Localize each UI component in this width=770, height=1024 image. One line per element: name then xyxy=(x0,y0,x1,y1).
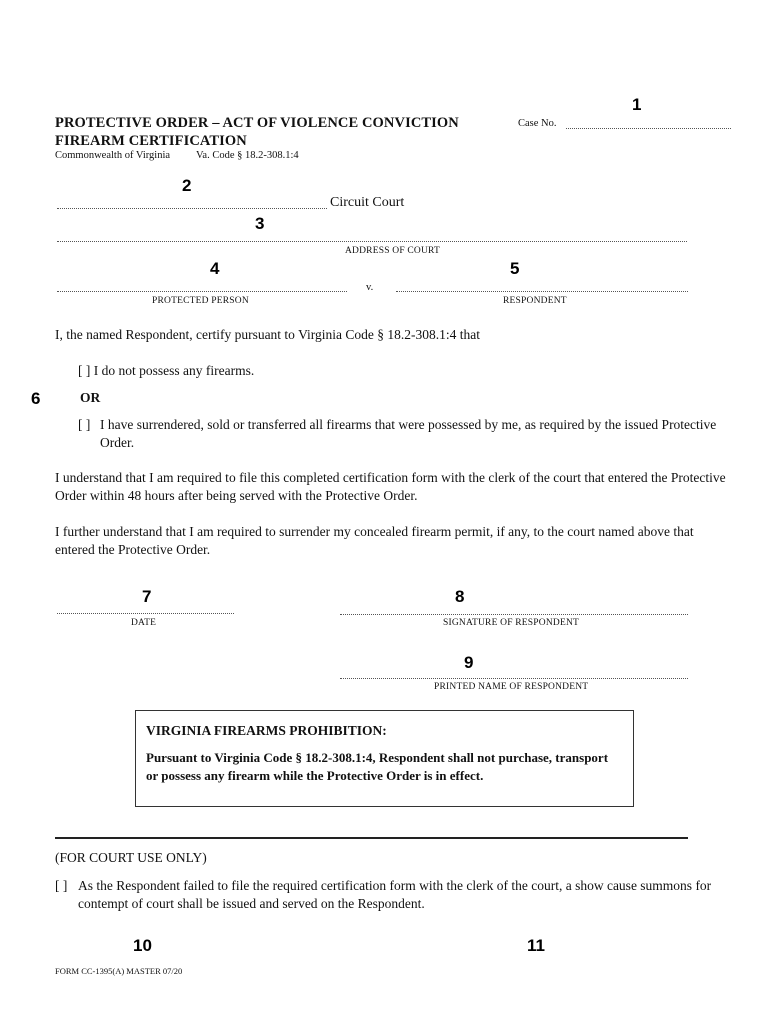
certification-intro: I, the named Respondent, certify pursuant to Virginia Code § 18.2-308.1:4 that xyxy=(55,327,480,342)
circuit-court-field[interactable] xyxy=(57,208,327,209)
marker-6: 6 xyxy=(31,389,41,408)
option-surrendered-checkbox[interactable]: [ ] xyxy=(78,417,91,432)
firearms-prohibition-title: VIRGINIA FIREARMS PROHIBITION: xyxy=(146,723,387,738)
court-address-field[interactable] xyxy=(57,241,687,242)
respondent-field[interactable] xyxy=(396,291,688,292)
circuit-court-label: Circuit Court xyxy=(330,195,405,210)
marker-7: 7 xyxy=(142,587,152,606)
marker-10: 10 xyxy=(133,936,152,955)
understand-filing-text: I understand that I am required to file this completed certification form with the clerk of the court that entered the Protective Order within 48 hours after being served with the Protective Order. xyxy=(55,470,726,503)
printed-name-field[interactable] xyxy=(340,678,688,679)
case-no-field[interactable] xyxy=(566,128,731,129)
option-no-firearms[interactable]: [ ] I do not possess any firearms. xyxy=(78,363,255,378)
marker-5: 5 xyxy=(510,259,520,278)
form-title-line2: FIREARM CERTIFICATION xyxy=(55,133,247,149)
or-label: OR xyxy=(80,390,101,405)
marker-8: 8 xyxy=(455,587,465,606)
date-label: DATE xyxy=(131,618,157,628)
firearms-prohibition-box xyxy=(135,710,634,807)
form-title-line1: PROTECTIVE ORDER – ACT OF VIOLENCE CONVICTION xyxy=(55,115,459,131)
court-use-heading: (FOR COURT USE ONLY) xyxy=(55,850,207,865)
marker-11: 11 xyxy=(527,936,545,955)
marker-1: 1 xyxy=(632,95,642,114)
marker-3: 3 xyxy=(255,214,265,233)
marker-4: 4 xyxy=(210,259,220,278)
commonwealth-label: Commonwealth of Virginia xyxy=(55,150,171,161)
marker-2: 2 xyxy=(182,176,192,195)
form-id: FORM CC-1395(A) MASTER 07/20 xyxy=(55,966,183,976)
firearms-prohibition-text: Pursuant to Virginia Code § 18.2-308.1:4, Respondent shall not purchase, transport or possess any firearm while the Protective Order is in effect. xyxy=(146,750,609,783)
versus-label: v. xyxy=(366,282,374,293)
protected-person-field[interactable] xyxy=(57,291,347,292)
signature-field[interactable] xyxy=(340,614,688,615)
date-field[interactable] xyxy=(57,613,234,614)
address-of-court-label: ADDRESS OF COURT xyxy=(345,246,441,256)
signature-label: SIGNATURE OF RESPONDENT xyxy=(443,618,580,628)
printed-name-label: PRINTED NAME OF RESPONDENT xyxy=(434,682,589,692)
case-no-label: Case No. xyxy=(518,118,557,129)
court-use-divider xyxy=(55,837,688,839)
code-reference: Va. Code § 18.2-308.1:4 xyxy=(196,150,299,161)
court-use-text: As the Respondent failed to file the required certification form with the clerk of the court, a show cause summons for contempt of court shall be issued and served on the Respondent. xyxy=(78,878,712,911)
court-use-checkbox[interactable]: [ ] xyxy=(55,878,68,893)
respondent-label: RESPONDENT xyxy=(503,296,567,306)
option-surrendered-text: I have surrendered, sold or transferred all firearms that were possessed by me, as required by the issued Protective Order. xyxy=(100,417,717,450)
protected-person-label: PROTECTED PERSON xyxy=(152,296,249,306)
marker-9: 9 xyxy=(464,653,474,672)
understand-permit-text: I further understand that I am required to surrender my concealed firearm permit, if any, to the court named above that entered the Protective Order. xyxy=(55,524,694,557)
